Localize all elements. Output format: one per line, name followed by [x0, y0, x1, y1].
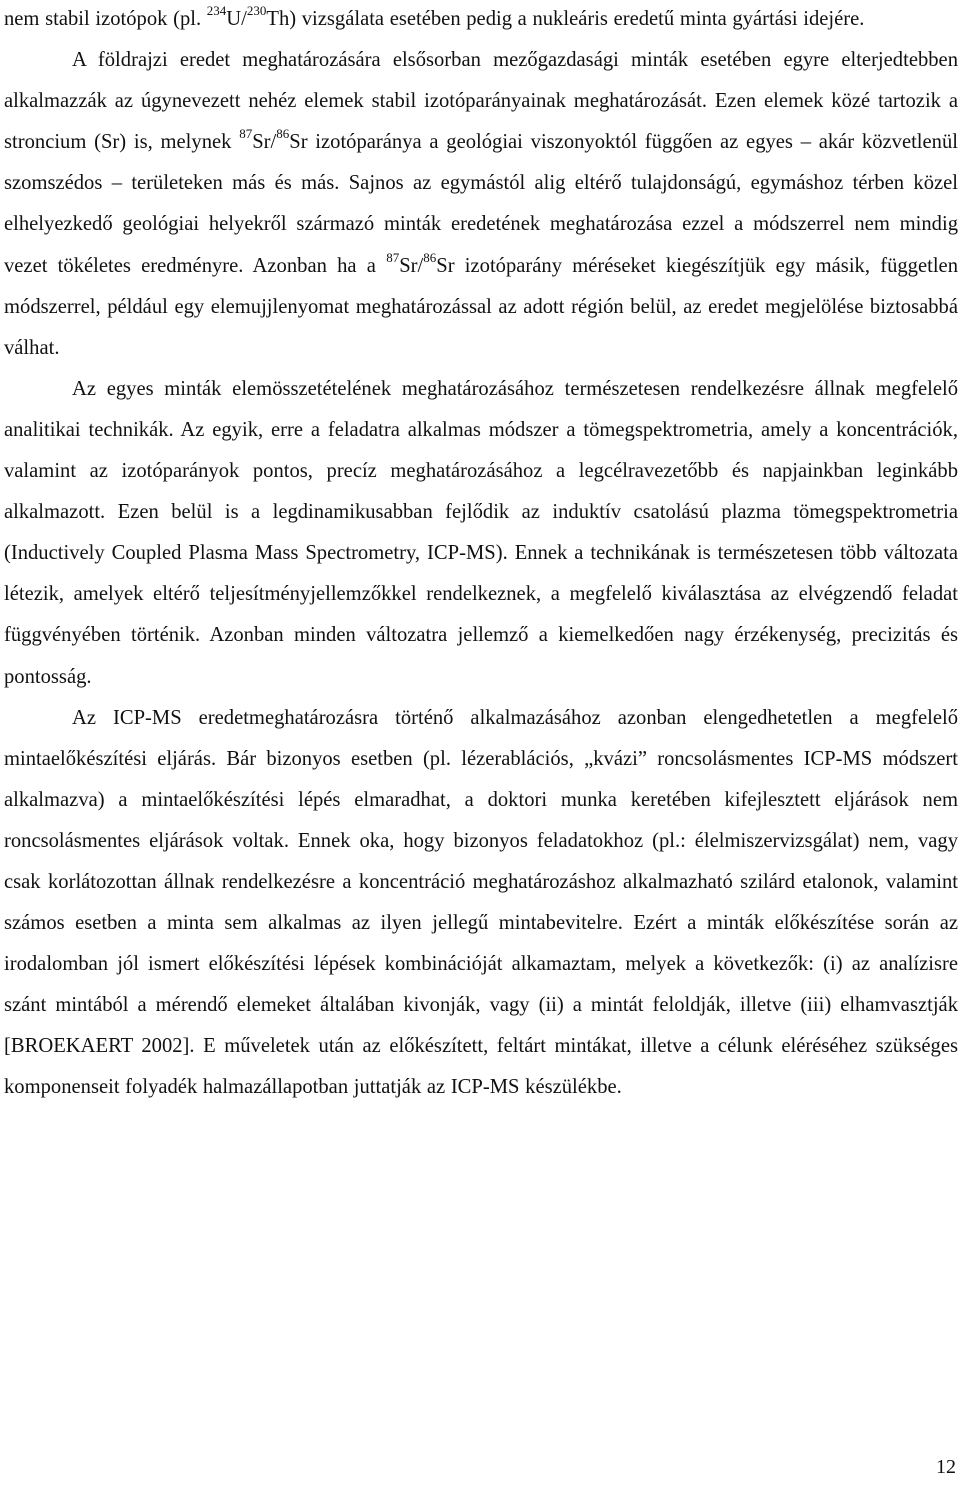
superscript-mass-number: 234: [206, 3, 227, 18]
paragraph-geographic-origin: [4, 40, 958, 369]
text-run: Sr/: [399, 254, 424, 277]
superscript-mass-number: 87: [239, 126, 253, 142]
superscript-mass-number: 86: [276, 126, 290, 142]
superscript-mass-number: 230: [246, 3, 267, 18]
paragraph-sample-preparation: Az ICP-MS eredetmeghatározásra történő alkalmazásához azonban elengedhetetlen a megfelelő mintaelőkészítési eljárás. Bár bizonyos esetben (pl. lézerablációs, „kvázi” roncsolásmentes ICP-MS módszert alkalmazva) a mintaelőkészítési lépés elmaradhat, a doktori munka keretében kifejlesztett eljárások nem roncsolásmentes eljárások voltak. Ennek oka, hogy bizonyos feladatokhoz (pl.: élelmiszervizsgálat) nem, vagy csak korlátozottan állnak rendelkezésre a koncentráció meghatározáshoz alkalmazható szilárd etalonok, valamint számos esetben a minta sem alkalmas az ilyen jellegű mintabevitelre. Ezért a minták előkészítése során az irodalomban jól ismert előkészítési lépések kombinációját alkamaztam, melyek a következők: (i) az analízisre szánt mintából a mérendő elemeket általában kivonják, vagy (ii) a mintát feloldják, illetve (iii) elhamvasztják [BROEKAERT 2002]. E műveletek után az előkészített, feltárt mintákat, illetve a célunk eléréséhez szükséges komponenseit folyadék halmazállapotban juttatják az ICP-MS készülékbe.: [4, 706, 958, 1099]
text-run: U/: [226, 8, 247, 30]
superscript-mass-number: 87: [386, 249, 400, 265]
text-run: A földrajzi eredet meghatározására elsősorban mezőgazdasági minták esetében egyre elterjedtebben alkalmazzák az úgynevezett nehéz elemek stabil izotóparányainak meghatározását. Ezen elemek közé tartozik a stroncium (Sr) is, melynek: [4, 49, 958, 154]
paragraph-isotope-intro: [4, 0, 958, 40]
text-run: Sr izotóparánya a geológiai viszonyoktól függően az egyes – akár közvetlenül szomszédos – területeken más és más. Sajnos az egymástól alig eltérő tulajdonságú, egymáshoz térben közel elhelyezkedő geológiai helyekről származó minták eredetének meghatározása ezzel a módszerrel nem mindig vezet tökéletes eredményre. Azonban ha a: [4, 131, 958, 277]
paragraph-analytical-techniques: Az egyes minták elemösszetételének meghatározásához természetesen rendelkezésre állnak megfelelő analitikai technikák. Az egyik, erre a feladatra alkalmas módszer a tömegspektrometria, amely a koncentrációk, valamint az izotóparányok pontos, precíz meghatározásához a legcélravezetőbb és napjainkban leginkább alkalmazott. Ezen belül is a legdinamikusabban fejlődik az induktív csatolású plazma tömegspektrometria (Inductively Coupled Plasma Mass Spectrometry, ICP-MS). Ennek a technikának is természetesen több változata létezik, amelyek eltérő teljesítményjellemzőkkel rendelkeznek, a megfelelő kiválasztása az elvégzendő feladat függvényében történik. Azonban minden változatra jellemző a kiemelkedően nagy érzékenység, precizitás és pontosság.: [4, 377, 958, 688]
superscript-mass-number: 86: [423, 249, 437, 265]
page-number: 12: [936, 1456, 956, 1478]
document-page: [4, 0, 958, 1109]
text-run: Sr izotóparány méréseket kiegészítjük egy másik, független módszerrel, például egy elemujjlenyomat meghatározással az adott régión belül, az eredet megjelölése biztosabbá válhat.: [4, 254, 958, 359]
text-run: Sr/: [252, 131, 277, 154]
text-run: nem stabil izotópok (pl.: [4, 8, 207, 30]
text-run: Th) vizsgálata esetében pedig a nukleáris eredetű minta gyártási idejére.: [266, 8, 865, 30]
